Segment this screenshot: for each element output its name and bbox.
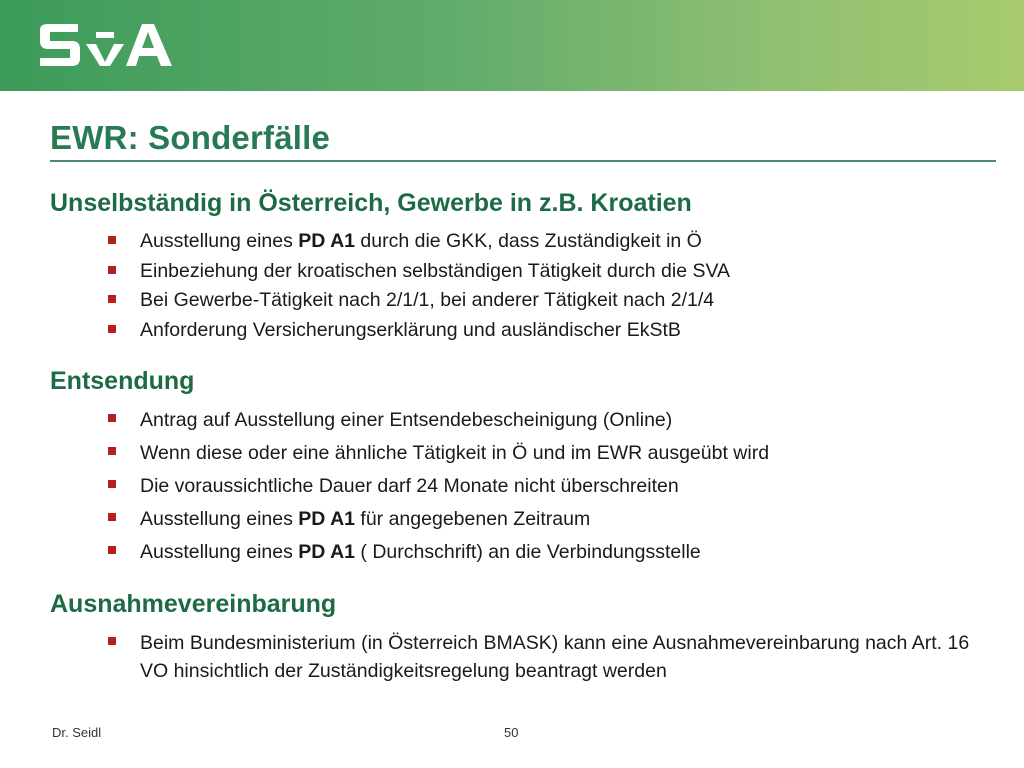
list-item xyxy=(50,316,1000,346)
bullet-text: Antrag auf Ausstellung einer Entsendebescheinigung (Online) xyxy=(140,409,673,431)
section-unselbstaendig xyxy=(50,188,1000,345)
bullet-text: Bei Gewerbe-Tätigkeit nach 2/1/1, bei anderer Tätigkeit nach 2/1/4 xyxy=(140,289,715,311)
section-entsendung xyxy=(50,366,1000,569)
square-bullet-icon xyxy=(108,447,116,455)
list-item xyxy=(50,503,1000,536)
bullet-text-bold: PD A1 xyxy=(298,230,355,252)
section-heading: Entsendung xyxy=(50,367,195,395)
list-item xyxy=(50,257,1000,287)
bullet-list xyxy=(50,629,1000,685)
bullet-text-bold: PD A1 xyxy=(298,508,355,530)
square-bullet-icon xyxy=(108,513,116,521)
section-heading: Unselbständig in Österreich, Gewerbe in z.B. Kroatien xyxy=(50,189,692,217)
bullet-list xyxy=(50,404,1000,569)
bullet-text: Wenn diese oder eine ähnliche Tätigkeit in Ö und im EWR ausgeübt wird xyxy=(140,442,770,464)
bullet-text: Einbeziehung der kroatischen selbständigen Tätigkeit durch die SVA xyxy=(140,259,731,282)
square-bullet-icon xyxy=(108,637,116,645)
square-bullet-icon xyxy=(108,414,116,422)
square-bullet-icon xyxy=(108,295,116,303)
list-item xyxy=(50,470,1000,503)
square-bullet-icon xyxy=(108,325,116,333)
title-divider xyxy=(50,160,996,162)
bullet-text-bold: PD A1 xyxy=(298,541,355,563)
square-bullet-icon xyxy=(108,546,116,554)
bullet-text-pre: Ausstellung eines xyxy=(140,541,299,563)
bullet-text: Die voraussichtliche Dauer darf 24 Monate nicht überschreiten xyxy=(140,475,679,497)
bullet-text-post: ( Durchschrift) an die Verbindungsstelle xyxy=(355,541,701,563)
footer-author: Dr. Seidl xyxy=(52,725,102,740)
list-item xyxy=(50,536,1000,569)
bullet-text: Beim Bundesministerium (in Österreich BMASK) kann eine Ausnahmevereinbarung nach Art. 16 VO hinsichtlich der Zuständigkeitsregelung beantragt werden xyxy=(140,632,970,682)
bullet-text-post: für angegebenen Zeitraum xyxy=(355,508,591,530)
list-item xyxy=(50,227,1000,257)
bullet-text-pre: Ausstellung eines xyxy=(140,508,299,530)
list-item xyxy=(50,437,1000,470)
square-bullet-icon xyxy=(108,236,116,244)
section-ausnahmevereinbarung xyxy=(50,589,1000,685)
page-number: 50 xyxy=(504,725,519,740)
header-band xyxy=(0,0,1024,91)
bullet-text-pre: Ausstellung eines xyxy=(140,230,299,252)
list-item xyxy=(50,286,1000,316)
section-heading: Ausnahmevereinbarung xyxy=(50,590,337,618)
slide-title: EWR: Sonderfälle xyxy=(50,119,331,156)
bullet-text-post: durch die GKK, dass Zuständigkeit in Ö xyxy=(355,230,702,252)
sva-logo xyxy=(38,22,178,68)
list-item xyxy=(50,629,1000,685)
bullet-text: Anforderung Versicherungserklärung und ausländischer EkStB xyxy=(140,318,681,341)
square-bullet-icon xyxy=(108,480,116,488)
list-item xyxy=(50,404,1000,437)
bullet-list xyxy=(50,227,1000,345)
square-bullet-icon xyxy=(108,266,116,274)
